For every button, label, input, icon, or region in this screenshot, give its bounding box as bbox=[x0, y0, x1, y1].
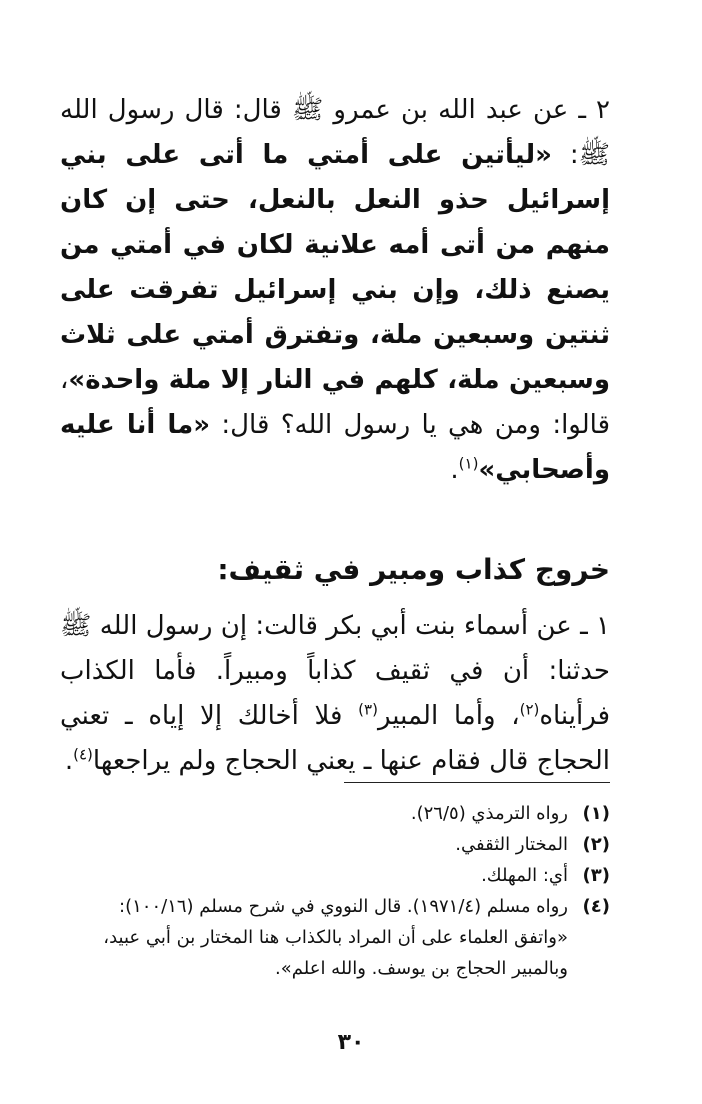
page-number: ٣٠ bbox=[337, 1030, 365, 1055]
footnote-number: (٣) bbox=[582, 865, 610, 886]
main-text bbox=[60, 88, 610, 784]
hadith-2-lead: ٢ ـ عن عبد الله بن عمرو ﷺ قال: قال رسول الله ﷺ: bbox=[60, 95, 610, 170]
hadith-2-middle: ، قالوا: ومن هي يا رسول الله؟ قال: bbox=[60, 365, 611, 440]
footnote-ref-4: (٤) bbox=[73, 745, 93, 764]
footnote-ref-2: (٢) bbox=[519, 700, 540, 719]
hadith-2-answer: «ما أنا عليه وأصحابي» bbox=[60, 410, 610, 485]
hadith-1-part-2: ، وأما المبير bbox=[377, 701, 520, 731]
footnote-number: (٤) bbox=[582, 896, 610, 917]
footnote-item bbox=[60, 860, 610, 891]
footnote-text: رواه الترمذي (٢٦/٥). bbox=[410, 803, 568, 824]
hadith-1-end: . bbox=[64, 746, 74, 776]
hadith-1-part-3: فلا أخالك إلا إياه ـ تعني الحجاج قال فقام عنها ـ يعني الحجاج ولم يراجعها bbox=[60, 701, 610, 776]
footnote-number: (٢) bbox=[582, 834, 610, 855]
footnote-text: رواه مسلم (١٩٧١/٤). قال النووي في شرح مسلم (١٠٠/١٦): «واتفق العلماء على أن المراد بالكذاب هنا المختار بن أبي عبيد، وبالمبير الحجاج بن يوسف. والله اعلم». bbox=[103, 896, 568, 979]
footnote-item bbox=[60, 798, 610, 829]
hadith-1-part-1: ١ ـ عن أسماء بنت أبي بكر قالت: إن رسول الله ﷺ حدثنا: أن في ثقيف كذاباً ومبيراً. فأما الكذاب فرأيناه bbox=[60, 611, 610, 731]
footnote-text: المختار الثقفي. bbox=[455, 834, 568, 855]
section-heading: خروج كذاب ومبير في ثقيف: bbox=[217, 553, 610, 586]
footnote-ref-1: (١) bbox=[458, 454, 479, 473]
footnote-separator bbox=[344, 782, 610, 783]
footnote-number: (١) bbox=[582, 803, 610, 824]
hadith-2-quote: «ليأتين على أمتي ما أتى على بني إسرائيل حذو النعل بالنعل، حتى إن كان منهم من أتى أمه علانية لكان في أمتي من يصنع ذلك، وإن بني إسرائيل تفرقت على ثنتين وسبعين ملة، وتفترق أمتي على ثلاث وسبعين ملة، كلهم في النار إلا ملة واحدة» bbox=[60, 140, 610, 395]
hadith-2-end: . bbox=[450, 455, 459, 485]
hadith-paragraph-2 bbox=[60, 88, 610, 493]
footnotes bbox=[60, 798, 610, 984]
footnote-ref-3: (٣) bbox=[358, 700, 378, 719]
footnote-text: أي: المهلك. bbox=[481, 865, 568, 886]
footnote-item bbox=[60, 829, 610, 860]
hadith-paragraph-1 bbox=[60, 604, 610, 784]
footnote-item bbox=[60, 891, 610, 984]
